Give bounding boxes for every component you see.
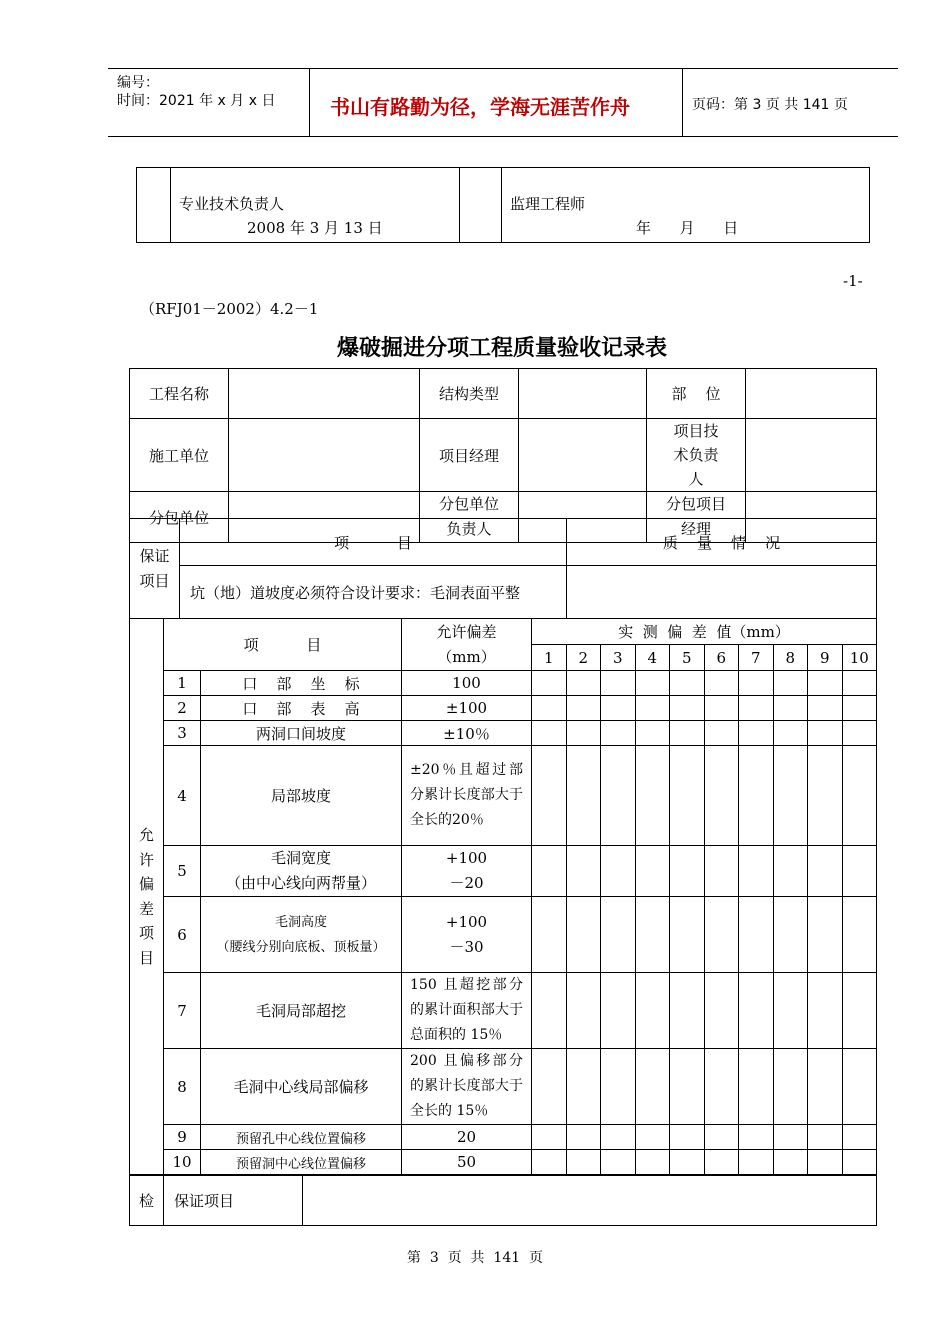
construction-unit-label: 施工单位 xyxy=(130,419,229,492)
row-allow xyxy=(402,897,532,973)
info-table xyxy=(129,368,877,543)
table-row xyxy=(130,746,877,846)
row-no: 1 xyxy=(164,671,201,696)
structure-type-value xyxy=(519,369,647,419)
doc-code: （RFJ01－2002）4.2－1 xyxy=(140,300,319,318)
row-no: 6 xyxy=(164,897,201,973)
guarantee-requirement: 坑（地）道坡度必须符合设计要求：毛洞表面平整 xyxy=(180,566,567,619)
sign-table xyxy=(136,167,870,243)
project-manager-value xyxy=(519,419,647,492)
row-allow: ±100 xyxy=(402,696,532,721)
motto: 书山有路勤为径，学海无涯苦作舟 xyxy=(330,95,630,119)
row-name: 毛洞局部超挖 xyxy=(201,973,402,1049)
check-side-label: 检 xyxy=(130,1176,164,1226)
project-name-value xyxy=(229,369,420,419)
row-allow: 150 且超挖部分的累计面积部大于总面积的 15％ xyxy=(402,973,532,1049)
row-name: 预留孔中心线位置偏移 xyxy=(201,1125,402,1150)
row-no: 5 xyxy=(164,846,201,897)
page-title: 爆破掘进分项工程质量验收记录表 xyxy=(336,336,667,361)
supervisor-date: 年 月 日 xyxy=(636,219,739,237)
row-no: 3 xyxy=(164,721,201,746)
tech-lead-label: 专业技术负责人 xyxy=(179,195,285,213)
measured-col: 6 xyxy=(704,645,739,671)
row-allow-line2: －20 xyxy=(449,874,484,892)
time-label: 时间：2021 年 x 月 x 日 xyxy=(117,93,276,109)
subcontract-manager-label: 分包项目经理 xyxy=(647,492,746,543)
allow-header-line1: 允许偏差 xyxy=(436,622,497,641)
part-label: 部 位 xyxy=(647,369,746,419)
measured-header: 实 测 偏 差 值（mm） xyxy=(532,619,877,645)
project-name-label: 工程名称 xyxy=(130,369,229,419)
measured-col: 9 xyxy=(808,645,843,671)
subcontract-lead-label: 分包单位负责人 xyxy=(420,492,519,543)
deviation-allow-header xyxy=(402,619,532,671)
deviation-item-header: 项 目 xyxy=(164,619,402,671)
code-label: 编号： xyxy=(117,75,159,91)
table-row xyxy=(130,696,877,721)
measured-col: 10 xyxy=(842,645,877,671)
construction-unit-value xyxy=(229,419,420,492)
deviation-table xyxy=(129,618,877,1175)
part-value xyxy=(746,369,877,419)
guarantee-side-label: 保证项目 xyxy=(130,519,180,619)
row-name xyxy=(201,897,402,973)
row-no: 9 xyxy=(164,1125,201,1150)
row-allow: ±20％且超过部分累计长度部大于全长的20％ xyxy=(402,746,532,846)
row-allow: 200 且偏移部分的累计长度部大于全长的 15％ xyxy=(402,1049,532,1125)
row-no: 7 xyxy=(164,973,201,1049)
measured-col: 4 xyxy=(635,645,670,671)
row-no: 4 xyxy=(164,746,201,846)
row-allow xyxy=(402,846,532,897)
supervisor-label: 监理工程师 xyxy=(510,195,586,213)
page-marker: -1- xyxy=(843,272,863,290)
row-name: 口 部 坐 标 xyxy=(201,671,402,696)
row-no: 10 xyxy=(164,1150,201,1175)
row-allow-line2: －30 xyxy=(449,937,484,956)
page-footer: 第 3 页 共 141 页 xyxy=(406,1250,544,1266)
measured-col: 5 xyxy=(670,645,705,671)
row-name: 两洞口间坡度 xyxy=(201,721,402,746)
guarantee-quality-header: 质 量 情 况 xyxy=(567,519,877,566)
row-name: 毛洞中心线局部偏移 xyxy=(201,1049,402,1125)
tech-lead-info-label: 项目技术负责人 xyxy=(647,419,746,492)
guarantee-table xyxy=(129,518,877,619)
page-label: 页码：第 3 页 共 141 页 xyxy=(692,97,848,113)
row-name xyxy=(201,846,402,897)
row-name-line1: 毛洞宽度 xyxy=(270,849,331,867)
row-name-line2: （腰线分别向底板、顶板量） xyxy=(216,939,386,955)
deviation-side-label: 允许偏差项目 xyxy=(130,619,164,1175)
check-guarantee-label: 保证项目 xyxy=(164,1176,303,1226)
guarantee-quality-value xyxy=(567,566,877,619)
row-no: 8 xyxy=(164,1049,201,1125)
row-allow: 50 xyxy=(402,1150,532,1175)
table-row xyxy=(130,721,877,746)
table-row xyxy=(130,1049,877,1125)
tech-lead-date: 2008 年 3 月 13 日 xyxy=(247,219,383,237)
check-guarantee-value xyxy=(303,1176,877,1226)
row-name-line2: （由中心线向两帮量） xyxy=(225,874,376,892)
table-row xyxy=(130,671,877,696)
measured-col: 3 xyxy=(601,645,636,671)
row-no: 2 xyxy=(164,696,201,721)
row-name: 预留洞中心线位置偏移 xyxy=(201,1150,402,1175)
row-allow-line1: +100 xyxy=(445,912,488,931)
row-name-line1: 毛洞高度 xyxy=(274,914,327,930)
measured-col: 7 xyxy=(739,645,774,671)
row-allow: 100 xyxy=(402,671,532,696)
row-allow: 20 xyxy=(402,1125,532,1150)
table-row xyxy=(130,846,877,897)
table-row xyxy=(130,897,877,973)
row-name: 口 部 表 高 xyxy=(201,696,402,721)
row-name: 局部坡度 xyxy=(201,746,402,846)
measured-col: 2 xyxy=(566,645,601,671)
check-table xyxy=(129,1175,877,1226)
row-allow: ±10％ xyxy=(402,721,532,746)
table-row xyxy=(130,1125,877,1150)
allow-header-line2: （mm） xyxy=(437,647,496,666)
table-row xyxy=(130,973,877,1049)
guarantee-item-header: 项 目 xyxy=(180,519,567,566)
subcontract-unit-label: 分包单位 xyxy=(130,492,229,543)
tech-lead-info-value xyxy=(746,419,877,492)
structure-type-label: 结构类型 xyxy=(420,369,519,419)
measured-col: 1 xyxy=(532,645,567,671)
measured-col: 8 xyxy=(773,645,808,671)
table-row xyxy=(130,1150,877,1175)
row-allow-line1: +100 xyxy=(445,849,488,867)
project-manager-label: 项目经理 xyxy=(420,419,519,492)
